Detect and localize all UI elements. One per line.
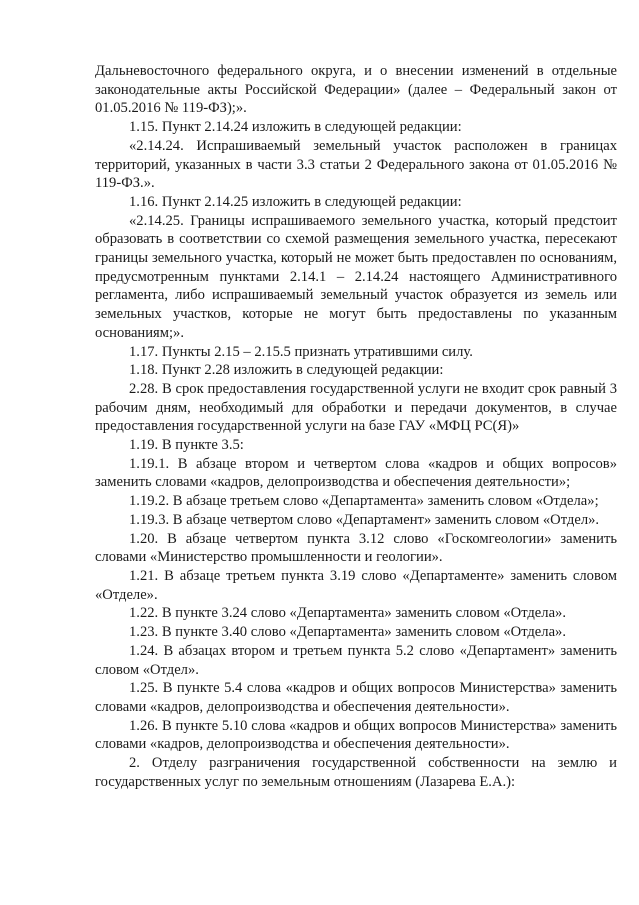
paragraph: 1.22. В пункте 3.24 слово «Департамента» заменить словом «Отдела». <box>129 605 566 622</box>
paragraph: «2.14.24. Испрашиваемый земельный участок расположен в границах территорий, указанных в части 3.3 статьи 2 Федерального закона от 01.05.2016 № 119-ФЗ.». <box>95 137 617 192</box>
paragraph: 2. Отделу разграничения государственной собственности на землю и государственных услуг по земельным отношениям (Лазарева Е.А.): <box>95 755 617 790</box>
paragraph: Дальневосточного федерального округа, и о внесении изменений в отдельные законодательные акты Российской Федерации» (далее – Федеральный закон от 01.05.2016 № 119-ФЗ);». <box>95 63 617 117</box>
paragraph: 1.17. Пункты 2.15 – 2.15.5 признать утратившими силу. <box>129 343 473 360</box>
paragraph: 1.19.3. В абзаце четвертом слово «Департамент» заменить словом «Отдел». <box>129 511 600 528</box>
paragraph: 1.21. В абзаце третьем пункта 3.19 слово «Департаменте» заменить словом «Отделе». <box>95 567 617 603</box>
paragraph: 1.24. В абзацах втором и третьем пункта 5.2 слово «Департамент» заменить словом «Отдел». <box>95 642 617 678</box>
paragraph: 1.19.1. В абзаце втором и четвертом слова «кадров и общих вопросов» заменить словами «кадров, делопроизводства и обеспечения деятельности»; <box>95 455 617 491</box>
paragraph: «2.14.25. Границы испрашиваемого земельного участка, который предстоит образовать в соответствии со схемой размещения земельного участка, пересекают границы земельного участка, который не может быть предоставлен по основаниям, предусмотренным пунктами 2.14.1 – 2.14.24 настоящего Административного регламента, либо испрашиваемый земельный участок образуется из земель или земельных участков, которые не могут быть предоставлены по указанным основаниям;». <box>95 212 617 341</box>
paragraph: 2.28. В срок предоставления государственной услуги не входит срок равный 3 рабочим дням, необходимый для обработки и передачи документов, в случае предоставления государственной услуги на базе ГАУ «МФЦ РС(Я)» <box>95 380 617 435</box>
paragraph: 1.26. В пункте 5.10 слова «кадров и общих вопросов Министерства» заменить словами «кадров, делопроизводства и обеспечения деятельности». <box>95 717 617 753</box>
document-body <box>95 62 617 791</box>
paragraph: 1.19. В пункте 3.5: <box>129 437 244 454</box>
paragraph: 1.18. Пункт 2.28 изложить в следующей редакции: <box>129 362 444 379</box>
paragraph: 1.16. Пункт 2.14.25 изложить в следующей редакции: <box>129 193 462 210</box>
paragraph: 1.15. Пункт 2.14.24 изложить в следующей редакции: <box>129 119 462 136</box>
paragraph: 1.23. В пункте 3.40 слово «Департамента» заменить словом «Отдела». <box>129 624 566 641</box>
paragraph: 1.19.2. В абзаце третьем слово «Департамента» заменить словом «Отдела»; <box>129 493 599 510</box>
paragraph: 1.25. В пункте 5.4 слова «кадров и общих вопросов Министерства» заменить словами «кадров, делопроизводства и обеспечения деятельности». <box>95 680 617 715</box>
paragraph: 1.20. В абзаце четвертом пункта 3.12 слово «Госкомгеологии» заменить словами «Министерство промышленности и геологии». <box>95 530 617 566</box>
